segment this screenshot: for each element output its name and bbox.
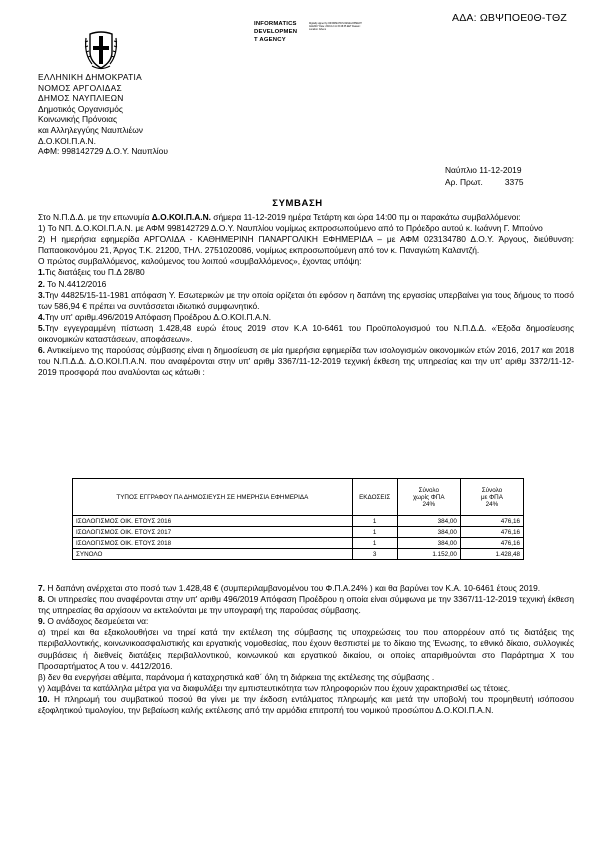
party-1: 1) Το ΝΠ. Δ.Ο.ΚΟΙ.Π.Α.Ν. με ΑΦΜ 998142729 Δ.Ο.Υ. Ναυπλίου νομίμως εκπροσωπούμενο από το Πρόεδρο αυτού κ. Ιωάννη Γ. Μπούνο — [38, 223, 543, 234]
cell-with-vat: 1.428,48 — [460, 549, 523, 560]
item-3 — [38, 290, 574, 312]
document-date: Ναύπλιο 11-12-2019 — [445, 165, 522, 175]
item-1 — [38, 267, 574, 278]
item-text: Αντικείμενο της παρούσας σύμβασης είναι η δημοσίευση σε μία ημερήσια εφημερίδα των ισολογισμών οικονομικών ετών 2016, 2017 και 2018 του Ν.Π.Δ.Δ. Δ.Ο.ΚΟΙ.Π.Α.Ν. που αναφέρονται στην υπ' αριθμ 3367/11-12-2019 τεχνική έκθεση της υπηρεσίας και την υπ' αριθμ 3372/11-12-2019 προσφορά που αναλύονται ως κάτωθι : — [38, 345, 574, 378]
intro-text: σήμερα 11-12-2019 ημέρα Τετάρτη και ώρα 14:00 πμ οι παρακάτω συμβαλλόμενοι: — [210, 212, 521, 222]
col-header-with-vat — [460, 479, 523, 516]
col-header-no-vat — [397, 479, 460, 516]
signature-details: Digitally signed by INFORMATICS DEVELOPMENT AGENCY Date: 2019.12.11 15:28:35 EET Reason: Location: Athens — [309, 23, 362, 32]
document-title: ΣΥΜΒΑΣΗ — [272, 198, 323, 209]
header-line: χωρίς ΦΠΑ — [412, 493, 445, 501]
cell-no-vat: 384,00 — [397, 516, 460, 527]
issuer-line: Δημοτικός Οργανισμός — [38, 103, 123, 114]
intro-text: Στο Ν.Π.Δ.Δ. με την επωνυμία — [38, 212, 152, 222]
table-row — [73, 527, 524, 538]
contract-body-continued — [38, 583, 574, 716]
ada-code: ΑΔΑ: ΩΒΨΠΟΕ0Θ-ΤΘΖ — [452, 12, 567, 24]
table-row — [73, 538, 524, 549]
table-row — [73, 516, 524, 527]
item-6 — [38, 345, 574, 378]
contract-body — [38, 212, 574, 378]
cell-editions: 1 — [352, 538, 397, 549]
item-5 — [38, 323, 574, 345]
header-line: 24% — [422, 500, 436, 508]
item-text: Την υπ' αριθμ.496/2019 Απόφαση Προέδρου Δ.Ο.ΚΟΙ.Π.Α.Ν. — [45, 311, 272, 322]
issuer-line: και Αλληλεγγύης Ναυπλιέων — [38, 124, 143, 135]
item-number: 10. — [38, 693, 50, 704]
cell-no-vat: 1.152,00 — [397, 549, 460, 560]
cell-editions: 1 — [352, 516, 397, 527]
item-number: 5. — [38, 322, 45, 333]
signature-name-line-3: T AGENCY — [254, 37, 286, 43]
publication-table — [72, 478, 524, 560]
cell-editions: 1 — [352, 527, 397, 538]
cell-editions: 3 — [352, 549, 397, 560]
protocol-label: Αρ. Πρωτ. — [445, 176, 483, 187]
item-8 — [38, 594, 574, 616]
issuer-line: Δ.Ο.ΚΟΙ.Π.Α.Ν. — [38, 135, 96, 146]
greek-coat-of-arms-icon — [82, 28, 120, 72]
item-9 — [38, 616, 574, 627]
item-text: Ο ανάδοχος δεσμεύεται να: — [45, 616, 149, 627]
header-line: Σύνολο — [481, 486, 503, 494]
cell-no-vat: 384,00 — [397, 538, 460, 549]
cell-type: ΣΥΝΟΛΟ — [73, 549, 353, 560]
item-number: 7. — [38, 583, 45, 593]
col-header-editions: ΕΚΔΟΣΕΙΣ — [352, 479, 397, 516]
item-text: Η πληρωμή του συμβατικού ποσού θα γίνει με την έκδοση εντάλματος πληρωμής και μετά την υποβολή του προμηθευτή ισόποσου εξοφλητικού τιμολογίου, την βεβαίωση καλής εκτέλεσης από την αρμόδια επιτροπή του νομικού προσώπου Δ.Ο.ΚΟΙ.Π.Α.Ν. — [38, 693, 574, 716]
item-number: 6. — [38, 345, 45, 356]
cell-with-vat: 476,16 — [460, 538, 523, 549]
item-9a: α) τηρεί και θα εξακολουθήσει να τηρεί κατά την εκτέλεση της σύμβασης τις υποχρεώσεις του που απορρέουν από τις διατάξεις της περιβαλλοντικής, κοινωνικοασφαλιστικής και εργατικής νομοθεσίας, που έχουν θεσπιστεί με το δίκαιο της Ένωσης, το εθνικό δίκαιο, συλλογικές συμβάσεις ή διεθνείς διατάξεις περιβαλλοντικού, κοινωνικού και εργατικού δικαίου, οι οποίες απαριθμούνται στο Παράρτημα Χ του Προσαρτήματος Α του ν. 4412/2016. — [38, 627, 574, 671]
protocol-number — [445, 177, 524, 189]
table-total-row — [73, 549, 524, 560]
issuer-line: ΑΦΜ: 998142729 Δ.Ο.Υ. Ναυπλίου — [38, 146, 168, 157]
header-line: Σύνολο — [418, 486, 439, 494]
item-number: 8. — [38, 594, 45, 605]
item-number: 1. — [38, 267, 45, 278]
considerations-intro: Ο πρώτος συμβαλλόμενος, καλούμενος του λοιπού «συμβαλλόμενος», έχοντας υπόψη: — [38, 256, 362, 267]
issuer-block — [38, 72, 168, 157]
item-4 — [38, 312, 574, 323]
item-9b: β) δεν θα ενεργήσει αθέμιτα, παράνομα ή καταχρηστικά καθ΄ όλη τη διάρκεια της εκτέλεσης της σύμβασης . — [38, 671, 435, 682]
date-protocol-block — [445, 165, 524, 188]
issuer-line: ΝΟΜΟΣ ΑΡΓΟΛΙΔΑΣ — [38, 82, 123, 93]
item-10 — [38, 694, 574, 716]
item-2 — [38, 279, 574, 290]
issuer-line: Κοινωνικής Πρόνοιας — [38, 114, 118, 125]
organization-name: Δ.Ο.ΚΟΙ.Π.Α.Ν. — [151, 212, 211, 222]
item-text: Τις διατάξεις του Π.Δ 28/80 — [45, 267, 145, 278]
col-header-type: ΤΥΠΟΣ ΕΓΓΡΑΦΟΥ ΠΑ ΔΗΜΟΣΙΕΥΣΗ ΣΕ ΗΜΕΡΗΣΙΑ ΕΦΗΜΕΡΙΔΑ — [73, 479, 353, 516]
header-line: 24% — [485, 500, 499, 508]
cell-type: ΙΣΟΛΟΓΙΣΜΟΣ ΟΙΚ. ΕΤΟΥΣ 2016 — [73, 516, 353, 527]
issuer-line: ΕΛΛΗΝΙΚΗ ΔΗΜΟΚΡΑΤΙΑ — [38, 72, 143, 82]
item-number: 2. — [38, 278, 45, 289]
digital-signature-stamp — [254, 20, 366, 56]
item-text: Το Ν.4412/2016 — [45, 278, 107, 289]
item-7 — [38, 583, 574, 594]
item-text: Την εγγεγραμμένη πίστωση 1.428,48 ευρώ έτους 2019 στον Κ.Α 10-6461 του Προϋπολογισμού του Ν.Π.Δ.Δ. «Έξοδα δημοσίευσης οικονομικών καταστάσεων, αποφάσεων». — [38, 322, 574, 345]
item-9c: γ) λαμβάνει τα κατάλληλα μέτρα για να διαφυλάξει την εμπιστευτικότητα των πληροφοριών που έχουν χαρακτηρισθεί ως τέτοιες. — [38, 682, 511, 693]
cell-with-vat: 476,16 — [460, 527, 523, 538]
item-number: 9. — [38, 616, 45, 627]
signature-name-line-1: INFORMATICS — [254, 21, 297, 27]
cell-type: ΙΣΟΛΟΓΙΣΜΟΣ ΟΙΚ. ΕΤΟΥΣ 2018 — [73, 538, 353, 549]
table-header-row — [73, 479, 524, 516]
issuer-line: ΔΗΜΟΣ ΝΑΥΠΛΙΕΩΝ — [38, 93, 124, 104]
intro-paragraph — [38, 212, 574, 223]
item-text: Την 44825/15-11-1981 απόφαση Υ. Εσωτερικών με την οποία ορίζεται ότι εφόσον η δαπάνη της εργασίας υπερβαίνει για τους δήμους το ποσό των 586,94 € πρέπει να συντάσσεται ιδιωτικό συμφωνητικό. — [38, 289, 574, 311]
cell-with-vat: 476,16 — [460, 516, 523, 527]
party-2: 2) Η ημερήσια εφημερίδα ΑΡΓΟΛΙΔΑ - ΚΑΘΗΜΕΡΙΝΗ ΠΑΝΑΡΓΟΛΙΚΗ ΕΦΗΜΕΡΙΔΑ – με ΑΦΜ 023134780 Δ.Ο.Υ. Άργους, διεύθυνση: Παπαοικονόμου 21, Άργος Τ.Κ. 21200, ΤΗΛ. 2751020086, νομίμως εκπροσωπούμενη από τον κ. Παναγιώτη Καλαντζή. — [38, 234, 574, 256]
item-text: Η δαπάνη ανέρχεται στο ποσό των 1.428,48 € (συμπεριλαμβανομένου του Φ.Π.Α.24% ) και θα βαρύνει τον Κ.Α. 10-6461 έτους 2019. — [45, 583, 541, 593]
cell-type: ΙΣΟΛΟΓΙΣΜΟΣ ΟΙΚ. ΕΤΟΥΣ 2017 — [73, 527, 353, 538]
signature-name-line-2: DEVELOPMEN — [254, 29, 298, 35]
cell-no-vat: 384,00 — [397, 527, 460, 538]
item-number: 4. — [38, 311, 45, 322]
protocol-value: 3375 — [504, 176, 524, 187]
item-text: Οι υπηρεσίες που αναφέρονται στην υπ' αριθμ 496/2019 Απόφαση Προέδρου η οποία είναι σύμφωνα με την 3367/11-12-2019 τεχνική έκθεση της υπηρεσίας θα αρχίσουν να εκτελούνται με την υπογραφή της παρούσας σύμβασης. — [38, 594, 574, 616]
item-number: 3. — [38, 289, 45, 300]
header-line: με ΦΠΑ — [480, 493, 503, 501]
